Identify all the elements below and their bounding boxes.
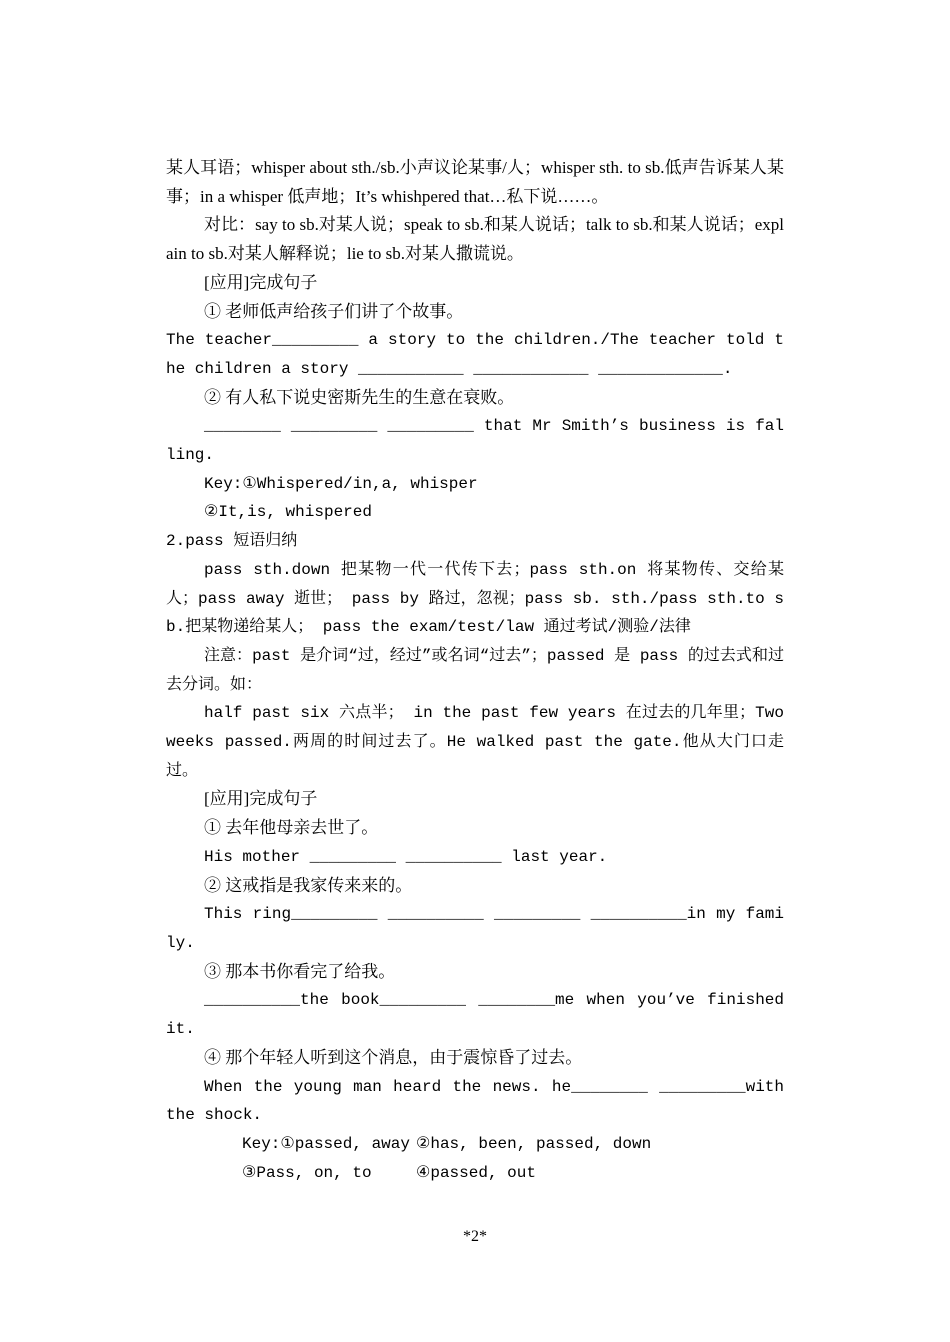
page-number: *2* [463, 1228, 487, 1245]
exercise-2-english: ________ _________ _________ that Mr Smith’s business is falling. [166, 417, 784, 465]
paragraph-comparison: 对比：say to sb.对某人说；speak to sb.和某人说话；talk to sb.和某人说话；explain to sb.对某人解释说；lie to sb.对某人撒谎说。 [166, 215, 784, 264]
answer-key-2-item-4: ④passed, out [416, 1163, 536, 1182]
paragraph-whisper-phrases: 某人耳语；whisper about sth./sb.小声议论某事/人；whisper sth. to sb.低声告诉某人某事；in a whisper 低声地；It’s whishpered that…私下说……。 [166, 158, 784, 206]
exercise-pass-2-chinese: ② 这戒指是我家传来来的。 [204, 875, 413, 895]
exercise-pass-4-chinese: ④ 那个年轻人听到这个消息，由于震惊昏了过去。 [204, 1047, 583, 1067]
exercise-pass-2-english: This ring_________ __________ _________ __________in my family. [166, 905, 784, 952]
pass-phrases-paragraph: pass sth.down 把某物一代一代传下去；pass sth.on 将某物传、交给某人；pass away 逝世； pass by 路过，忽视；pass sb. sth./pass sth.to sb.把某物递给某人； pass the exam/test/law 通过考试/测验/法律 [166, 560, 784, 637]
answer-key-2-item-2: ②has, been, passed, down [416, 1134, 652, 1153]
exercise-pass-1-chinese: ① 去年他母亲去世了。 [204, 818, 379, 838]
answer-key-1b: ②It,is, whispered [204, 503, 372, 522]
exercise-1-chinese: ① 老师低声给孩子们讲了个故事。 [204, 301, 464, 321]
application-label-2: [应用]完成句子 [204, 789, 318, 809]
examples-paragraph: half past six 六点半； in the past few years 在过去的几年里；Two weeks passed.两周的时间过去了。He walked past the gate.他从大门口走过。 [166, 704, 784, 780]
answer-key-2-row-1 [166, 1130, 784, 1159]
exercise-pass-1-english: His mother _________ __________ last year. [204, 847, 608, 866]
answer-key-1a: Key:①Whispered/in,a, whisper [204, 474, 478, 493]
exercise-2-chinese: ② 有人私下说史密斯先生的生意在衰败。 [204, 387, 515, 407]
exercise-pass-3-english: __________the book_________ ________me when you’ve finished it. [166, 991, 784, 1039]
answer-key-2-item-1: Key:①passed, away [242, 1134, 410, 1153]
document-body [166, 154, 784, 1187]
exercise-1-english: The teacher_________ a story to the children./The teacher told the children a story ___________ ____________ _____________. [166, 331, 784, 378]
exercise-pass-4-english: When the young man heard the news. he________ _________with the shock. [166, 1077, 784, 1125]
section-2-title: 2.pass 短语归纳 [166, 532, 298, 551]
answer-key-2-item-3: ③Pass, on, to [242, 1163, 372, 1182]
exercise-pass-3-chinese: ③ 那本书你看完了给我。 [204, 961, 396, 981]
note-paragraph: 注意：past 是介词“过，经过”或名词“过去”；passed 是 pass 的过去式和过去分词。如： [166, 646, 784, 694]
answer-key-2-row-2 [166, 1159, 784, 1188]
application-label-1: [应用]完成句子 [204, 272, 318, 292]
